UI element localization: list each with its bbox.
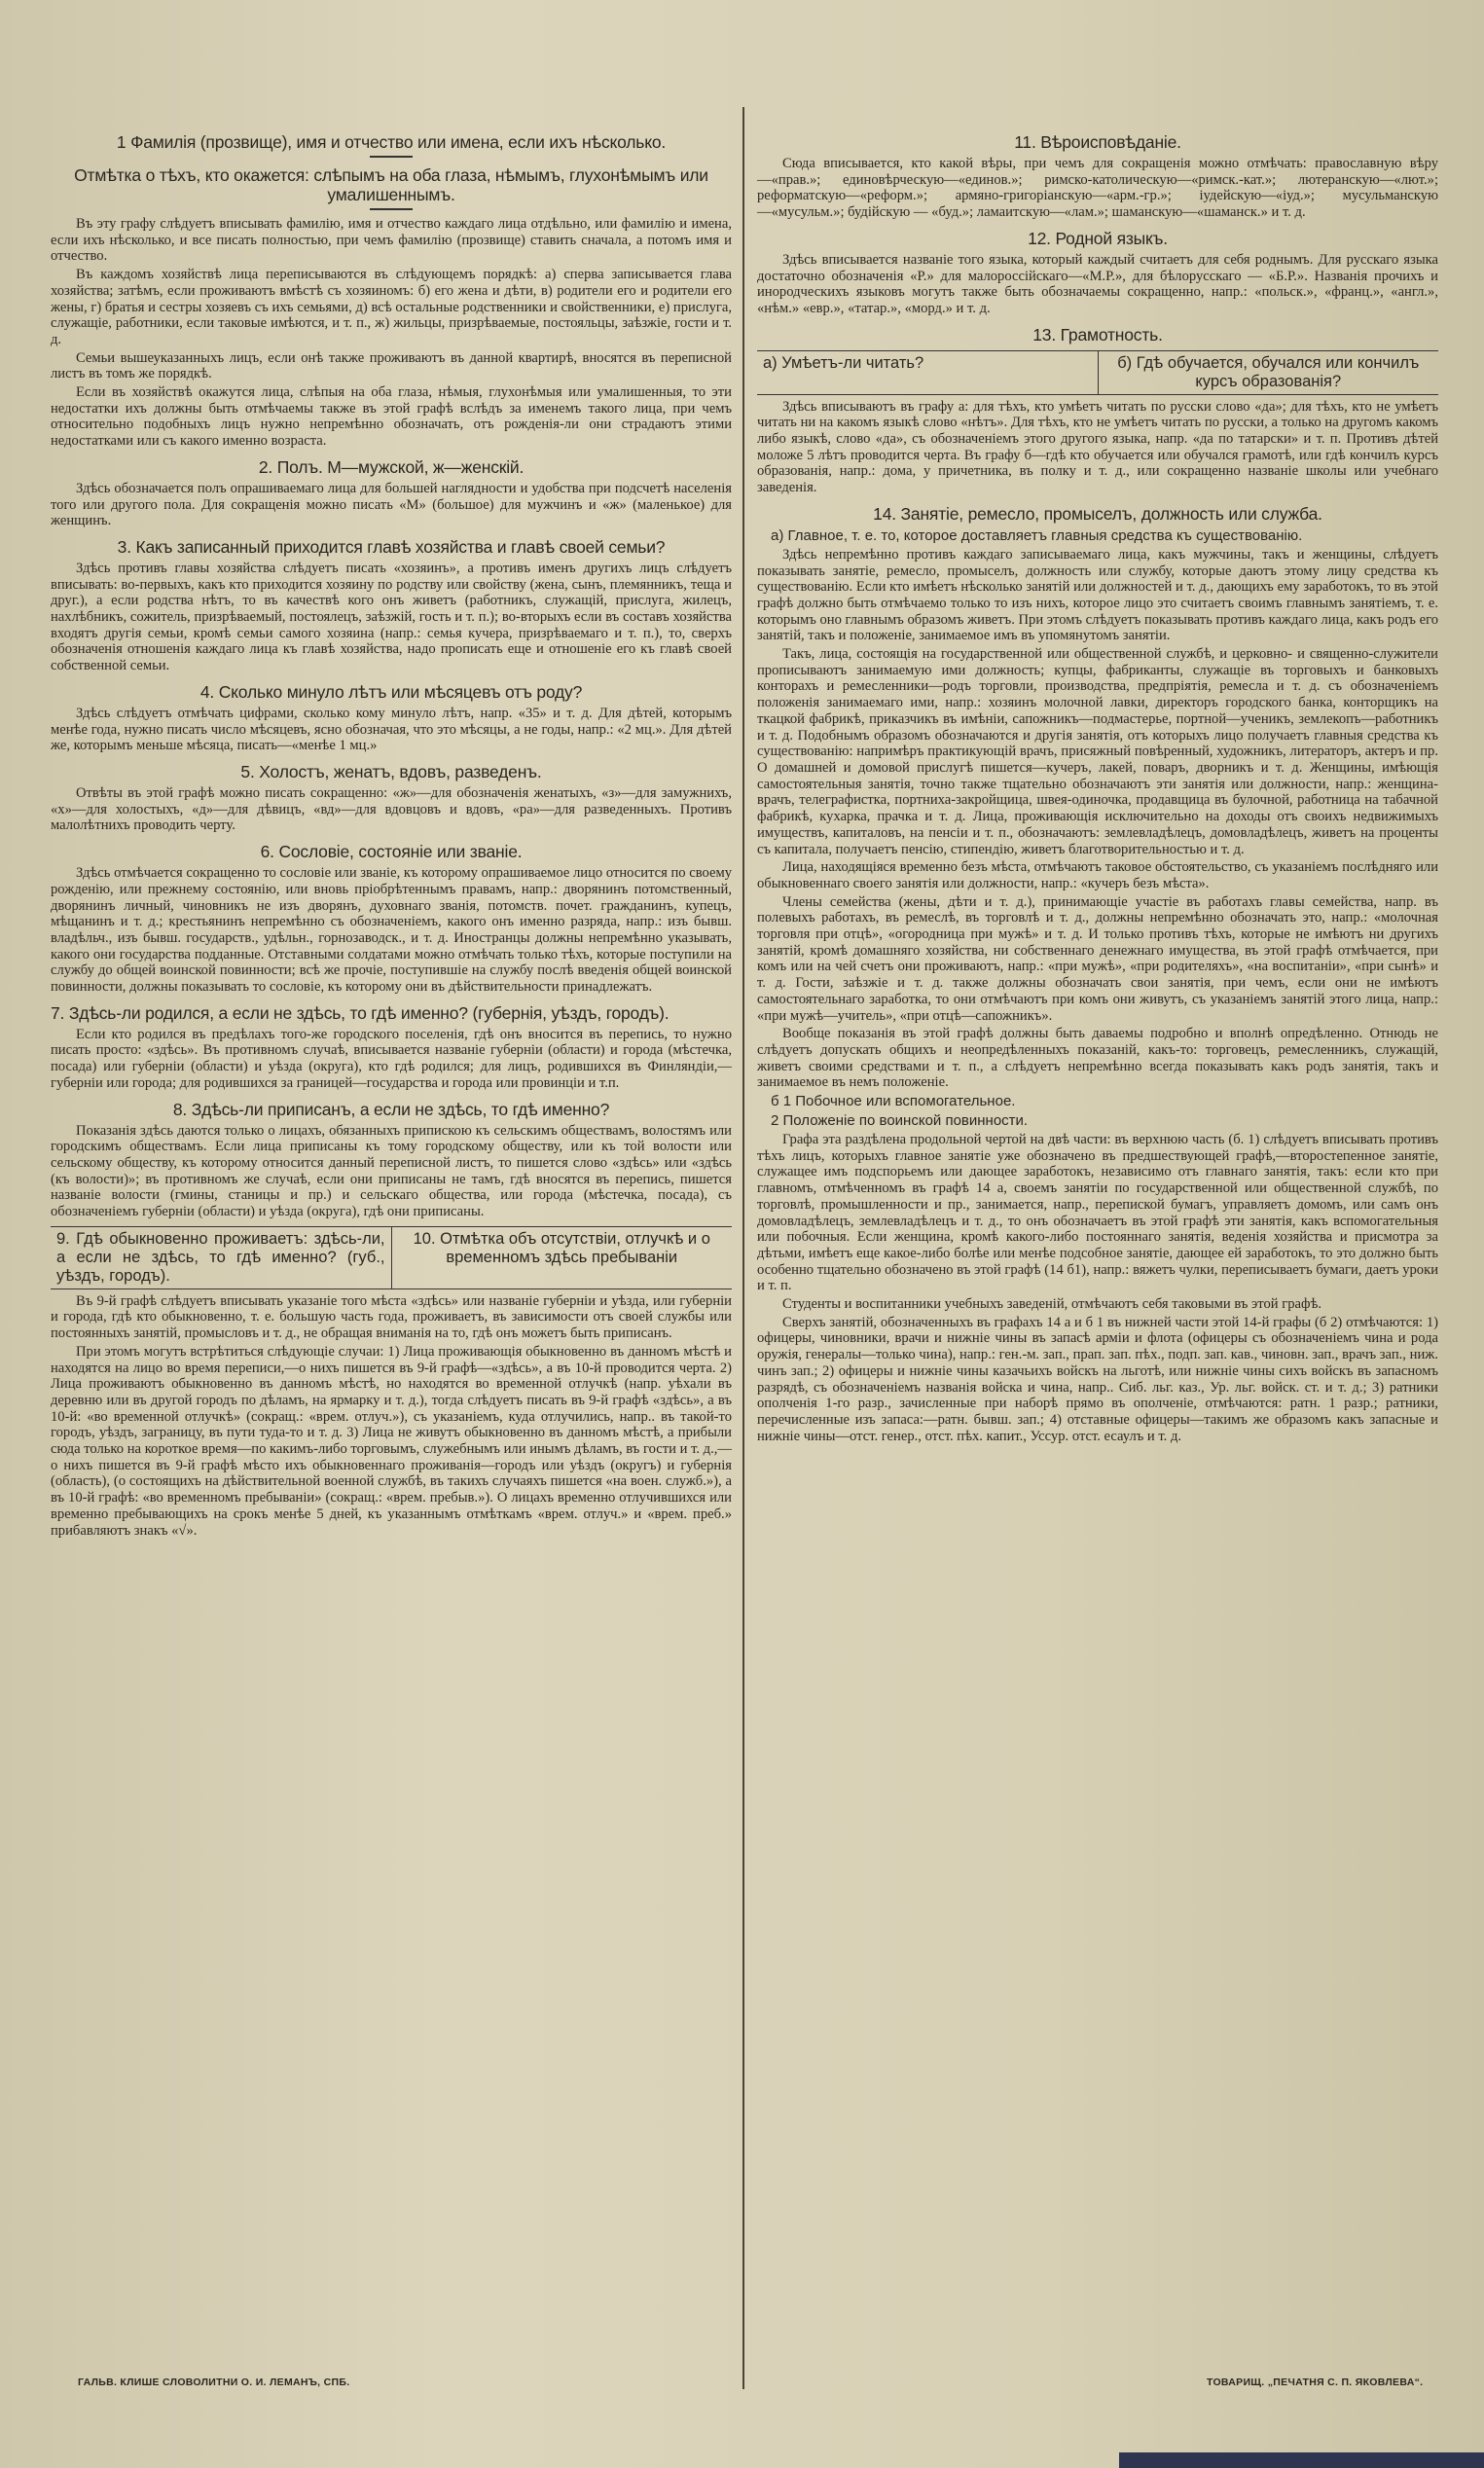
column-heading: 9. Гдѣ обыкновенно проживаетъ: здѣсь-ли, а если не здѣсь, то гдѣ именно? (губ., уѣздъ, городъ).: [56, 1229, 385, 1285]
section-heading: 13. Грамотность.: [1032, 324, 1163, 345]
paragraph: Въ 9-й графѣ слѣдуетъ вписывать указаніе того мѣста «здѣсь» или названіе губерніи и уѣзда, или губерніи и города, гдѣ кто обыкновенно, т. е. большую часть года, проживаетъ, въ зависимости отъ своей службы или постоянныхъ занятій, промысловъ и т. д., не обращая вниманія на то, гдѣ онъ можетъ быть приписанъ.: [51, 1292, 732, 1342]
paragraph: При этомъ могутъ встрѣтиться слѣдующіе случаи: 1) Лица проживающія обыкновенно въ данномъ мѣстѣ и находятся на лицо во время переписи,—о нихъ пишется въ 9-й графѣ—«здѣсь», а въ 10-й проводится черта. 2) Лица проживаютъ обыкновенно въ данномъ мѣстѣ, но находятся во временной отлучкѣ (напр. уѣхали въ деревню или въ другой городъ по дѣламъ, на ярмарку и т. д.), тогда слѣдуетъ писать въ 9-й графѣ «здѣсь», а въ 10-й: «во временной отлучкѣ» (сокращ.: «врем. отлуч.»), съ указаніемъ, куда отлучились, напр.. въ такой-то городъ, уѣздъ, заграницу, въ пути туда-то и т. д. 3) Лица не живутъ обыкновенно въ данномъ мѣстѣ, а прибыли сюда только на короткое время—по какимъ-либо торговымъ, служебнымъ или инымъ дѣламъ, въ гости и т. д.,—о нихъ пишется въ 9-й графѣ мѣсто ихъ обыкновеннаго проживанія—городъ или уѣздъ (округъ) и губернія (область), (о состоящихъ на дѣйствительной военной службѣ, въ такихъ случаяхъ пишется «на воен. служб.»), а въ 10-й графѣ: «во временномъ пребываніи» (сокращ.: «врем. пребыв.»). О лицахъ временно отлучившихся или временно пребывающихъ на срокъ менѣе 5 дней, къ указаннымъ отмѣткамъ «врем. отлуч.» и «врем. преб.» прибавляютъ знакъ «√».: [51, 1343, 732, 1539]
paragraph: Графа эта раздѣлена продольной чертой на двѣ части: въ верхнюю часть (б. 1) слѣдуетъ вписывать противъ тѣхъ лицъ, которыхъ главное занятіе уже обозначено въ предшествующей графѣ,—второстепенное занятіе, служащее имъ подспорьемъ или дающее заработокъ, независимо отъ главнаго занятія, такъ: если кто при главномъ, отмѣченномъ въ графѣ 14 а, своемъ занятіи по государственной или общественной службѣ, по торговлѣ, промышленности и пр., занимается, напр., перепиской бумагъ, управляетъ домомъ, или самъ онъ домовладѣлецъ, землевладѣлецъ и т. д., то онъ обозначаетъ въ этой графѣ эти занятія, какъ вспомогательныя или побочныя. Если женщина, кромѣ какого-либо постояннаго занятія, веденія хозяйства и присмотра за дѣтьми, имѣетъ еще какое-либо болѣе или менѣе подсобное занятіе, дающее ей заработокъ, то это должно быть особенно тщательно обозначено въ этой графѣ (14 б1), напр.: вяжетъ чулки, переписываетъ бумаги, даетъ уроки и т. п.: [757, 1132, 1438, 1294]
right-column: [757, 125, 1438, 1446]
section-heading: 8. Здѣсь-ли приписанъ, а если не здѣсь, то гдѣ именно?: [172, 1099, 610, 1119]
paragraph: Отвѣты въ этой графѣ можно писать сокращенно: «ж»—для обозначенія женатыхъ, «з»—для замужнихъ, «х»—для холостыхъ, «д»—для дѣвицъ, «вд»—для вдовцовъ и вдовъ, «ра»—для разведенныхъ. Противъ малолѣтнихъ проводить черту.: [51, 784, 732, 834]
section-heading: 11. Вѣроисповѣданіе.: [1014, 132, 1181, 152]
paragraph: Здѣсь непремѣнно противъ каждаго записываемаго лица, какъ мужчины, такъ и женщины, слѣдуетъ показывать занятіе, ремесло, промыселъ, должность или службу, которые даютъ этому лицу средства къ существованію. Если кто имѣетъ нѣсколько занятій или должностей и т. д., дающихъ ему заработокъ, то въ этой графѣ должно быть отмѣчаемо только то изъ нихъ, которое лицо это считаетъ своимъ главнымъ занятіемъ, т. е. которымъ оно главнымъ образомъ живетъ. При этомъ слѣдуетъ показывать противъ каждаго лица, какъ родъ его занятій, такъ и положеніе, занимаемое имъ въ упомянутомъ занятіи.: [757, 546, 1438, 644]
paragraph: Лица, находящіяся временно безъ мѣста, отмѣчаютъ таковое обстоятельство, съ указаніемъ послѣдняго или обыкновеннаго своего занятія или должности, напр.: «кучеръ безъ мѣста».: [757, 859, 1438, 891]
paragraph: Студенты и воспитанники учебныхъ заведеній, отмѣчаютъ себя таковыми въ этой графѣ.: [782, 1296, 1322, 1313]
column-heading-pair: [757, 350, 1438, 395]
column-divider: [742, 107, 744, 2389]
printer-imprint-left: ГАЛЬВ. КЛИШЕ СЛОВОЛИТНИ О. И. ЛЕМАНЪ, СПБ.: [78, 2377, 350, 2388]
paragraph: Такъ, лица, состоящія на государственной или общественной службѣ, и церковно- и священно-служители прописываютъ занимаемую ими должность; купцы, фабриканты, служащіе въ торговыхъ и банковыхъ конторахъ и ремесленники—родъ торговли, производства, предпріятія, ремесла и т. д. съ обозначеніемъ положенія занимаемаго ими, напр.: хозяинъ молочной лавки, директоръ городского банка, конторщикъ на ткацкой фабрикѣ, приказчикъ въ имѣніи, сапожникъ—подмастерье, портной—ученикъ, землекопъ—работникъ и т. д. Подобнымъ образомъ обозначаются и другія занятія, отъ которыхъ лицо получаетъ главныя средства къ существованію: напримѣръ практикующій врачъ, присяжный повѣренный, художникъ, литераторъ, актеръ и пр. О домашней и домовой прислугѣ пишется—кучеръ, лакей, поваръ, дворникъ и т. д. Женщины, имѣющія самостоятельныя занятія, точно также тщательно обозначаютъ эти занятія или должности, напр.: женщина-врачъ, телеграфистка, портниха-закройщица, швея-одиночка, продавщица въ булочной, работница на табачной фабрикѣ, кухарка, прачка и т. д. Лица, проживающія исключительно на доходы отъ своихъ недвижимыхъ имуществъ, капиталовъ, на пенсіи и т. п., обозначаютъ: землевладѣлецъ, домовладѣлецъ, живетъ на проценты съ капитала, получаетъ пенсію, стипендію, живетъ благотворительностью и т. д.: [757, 646, 1438, 857]
paragraph: Показанія здѣсь даются только о лицахъ, обязанныхъ припискою къ сельскимъ обществамъ, волостямъ или городскимъ обществамъ. Если лица приписаны къ тому городскому обществу, или къ той волости или сельскому обществу, къ которому относится данный переписной листъ, то пишется слово «здѣсь» или «здѣсь (къ волости)»; въ противномъ же случаѣ, если они приписаны не тамъ, гдѣ вносятся въ перепись, пишется названіе волости (гмины, станицы и пр.) и сельскаго общества, или города (мѣстечка, посада), съ обозначеніемъ губерніи (области) и уѣзда (округа), гдѣ они приписаны.: [51, 1122, 732, 1220]
subsection-heading: б 1 Побочное или вспомогательное.: [771, 1093, 1016, 1110]
paragraph: Сверхъ занятій, обозначенныхъ въ графахъ 14 а и б 1 въ нижней части этой 14-й графы (б 2) отмѣчаются: 1) офицеры, чиновники, врачи и нижніе чины въ запасѣ арміи и флота (офицеры съ обозначеніемъ чина и рода оружія, генералы—только чина), напр.: ген.-м. зап., прап. зап. пѣх., подп. зап. кав., чиновн. зап., врачъ зап., ниж. чинъ зап.; 2) офицеры и нижніе чины казачьихъ войскъ на льготѣ, или нижніе чины сихъ войскъ въ запасномъ разрядѣ, съ обозначеніемъ названія войска и чина, напр.. Сиб. льг. каз., Ур. льг. войск. ст. и т. д.; 3) ратники ополченія 1-го разр., зачисленные при наборѣ прямо въ ополченіе, отмѣчаются: ратн. 1 разр.; ратники, перечисленные изъ запаса:—ратн. бывш. зап.; 4) отставные офицеры—такимъ же образомъ какъ запасные и нижніе чины—отст. генер., отст. пѣх. капит., Уссур. отст. есаулъ и т. д.: [757, 1314, 1438, 1444]
column-heading: б) Гдѣ обучается, обучался или кончилъ курсъ образованія?: [1098, 351, 1439, 394]
paragraph: Здѣсь обозначается полъ опрашиваемаго лица для большей наглядности и удобства при подсчетѣ населенія того или другого пола. Для сокращенія можно писать «М» (большое) для мужчинъ и «ж» (маленькое) для женщинъ.: [51, 480, 732, 529]
paragraph: Если въ хозяйствѣ окажутся лица, слѣпыя на оба глаза, нѣмыя, глухонѣмыя или умалишенныя, то эти недостатки ихъ должны быть отмѣчаемы также въ этой графѣ вслѣдъ за именемъ такого лица, при чемъ относительно подобныхъ лицъ нужно непремѣнно обозначать, отъ рожденія-ли они страдаютъ этими недостатками или съ какого именно возраста.: [51, 384, 732, 450]
section-heading: Отмѣтка о тѣхъ, кто окажется: слѣпымъ на оба глаза, нѣмымъ, глухонѣмымъ или умалишеннымъ.: [74, 165, 708, 204]
section-heading: 3. Какъ записанный приходится главѣ хозяйства и главѣ своей семьи?: [117, 536, 666, 557]
section-heading: 7. Здѣсь-ли родился, а если не здѣсь, то гдѣ именно? (губернія, уѣздъ, городъ).: [51, 1002, 670, 1023]
paragraph: Если кто родился въ предѣлахъ того-же городского поселенія, гдѣ онъ вносится въ перепись, то нужно писать просто: «здѣсь». Въ противномъ случаѣ, вписывается названіе губерніи (области) и города (мѣстечка, посада) или губерніи (области) и уѣзда (округа), кто гдѣ родился; для лицъ, родившихся въ Финляндіи,—губерніи или города; для родившихся за границей—государства и города или провинціи и т.п.: [51, 1026, 732, 1091]
section-heading: 14. Занятіе, ремесло, промыселъ, должность или служба.: [873, 503, 1322, 524]
printer-imprint-right: ТОВАРИЩ. „ПЕЧАТНЯ С. П. ЯКОВЛЕВА“.: [1207, 2377, 1424, 2388]
paragraph: Въ каждомъ хозяйствѣ лица переписываются въ слѣдующемъ порядкѣ: а) сперва записывается глава хозяйства; затѣмъ, если проживаютъ вмѣстѣ съ хозяиномъ: б) его жена и дѣти, в) родители его и родители его жены, г) братья и сестры хозяевъ съ ихъ семьями, д) всѣ остальные родственники и свойственники, е) прислуга, служащіе, работники, если таковые имѣются, и т. п., ж) жильцы, призрѣваемые, постояльцы, заѣзжіе, гости и т. д.: [51, 267, 732, 347]
heading-rule: [370, 156, 413, 158]
subsection-heading: 2 Положеніе по воинской повинности.: [771, 1112, 1029, 1130]
paragraph: Здѣсь противъ главы хозяйства слѣдуетъ писать «хозяинъ», а противъ именъ другихъ лицъ слѣдуетъ вписывать: во-первыхъ, какъ кто приходится хозяину по родству или свойству (жена, сынъ, племянникъ, теща и друг.), а если родства нѣтъ, то въ качествѣ кого онъ живетъ (работникъ, служащій, прислуга, жилецъ, нахлѣбникъ, сожитель, призрѣваемый, постоялецъ, заѣзжій, гость и т. п.); во-вторыхъ если въ составъ хозяйства входятъ другія семьи, кромѣ семьи самого хозяина (напр.: семья кучера, призрѣваемаго и т. п.), то, сверхъ обозначенія отношенія каждаго лица къ главѣ хозяйства, надо прописать еще и отношеніе его къ главѣ своей собственной семьи.: [51, 560, 732, 674]
section-heading: 4. Сколько минуло лѣтъ или мѣсяцевъ отъ роду?: [199, 681, 583, 702]
column-heading: 10. Отмѣтка объ отсутствіи, отлучкѣ и о временномъ здѣсь пребываніи: [391, 1227, 733, 1288]
section-heading: 6. Сословіе, состояніе или званіе.: [260, 842, 523, 862]
paragraph: Здѣсь отмѣчается сокращенно то сословіе или званіе, къ которому опрашиваемое лицо относится по своему рожденію, или прежнему состоянію, или вновь пріобрѣтеннымъ правамъ, напр.: дворянинъ потомственный, дворянинъ личный, чиновникъ не изъ дворянъ, духовнаго званія, потомств. почет. гражданинъ, купецъ, мѣщанинъ и т. д.; крестьянинъ непремѣнно съ обозначеніемъ, какого онъ именно разряда, напр.: изъ бывш. владѣльч., изъ бывш. государств., удѣльн., горнозаводск., и т. д. Иностранцы должны непремѣнно указывать, какого они государства подданные. Отставными солдатами можно отмѣчать только тѣхъ, которые поступили на службу до общей воинской повинности; всѣ же прочіе, поступившіе на службу послѣ введенія общей воинской повинности, должны показывать то сословіе, къ которому они въ дѣйствительности принадлежатъ.: [51, 865, 732, 996]
paragraph: Сюда вписывается, кто какой вѣры, при чемъ для сокращенія можно отмѣчать: православную вѣру—«прав.»; единовѣрческую—«единов.»; римско-католическую—«римск.-кат.»; лютеранскую—«лют.»; реформатскую—«реформ.»; армяно-григоріанскую—«арм.-гр.»; іудейскую—«іуд.»; мусульманскую—«мусульм.»; будійскую — «буд.»; ламаитскую—«лам.»; шаманскую—«шаманск.» и т. д.: [757, 156, 1438, 221]
paragraph: Здѣсь слѣдуетъ отмѣчать цифрами, сколько кому минуло лѣтъ, напр. «35» и т. д. Для дѣтей, которымъ менѣе года, нужно писать число мѣсяцевъ, ясно обозначая, что это мѣсяцы, а не годы, напр.: «2 мц.». Для дѣтей же, которымъ меньше мѣсяца, писать—«менѣе 1 мц.»: [51, 705, 732, 754]
scan-edge: [1119, 2452, 1484, 2468]
column-heading: а) Умѣетъ-ли читать?: [763, 353, 924, 372]
paragraph: Члены семейства (жены, дѣти и т. д.), принимающіе участіе въ работахъ главы семейства, напр. въ полевыхъ работахъ, въ ремеслѣ, въ торговлѣ и т. д., должны непремѣнно обозначать это, напр.: «молочная торговля при отцѣ», «огородница при мужѣ» и т. д. И только противъ тѣхъ, которые не имѣютъ ни другихъ занятій, кромѣ домашняго хозяйства, ни собственнаго денежнаго имущества, въ этой графѣ отмѣчается, при комъ или на чей счетъ они проживаютъ, напр.: «при мужѣ», «при родителяхъ», «на воспитаніи», «при сынѣ» и т. д. Гости, заѣзжіе и т. д. также должны обозначать свои занятія, при чемъ, если они не имѣютъ самостоятельнаго заработка, то они отмѣчаютъ при комъ они живутъ, съ указаніемъ занятій этого лица, напр.: «при мужѣ—учитель», «при отцѣ—сапожникъ».: [757, 893, 1438, 1024]
subsection-heading: а) Главное, т. е. то, которое доставляетъ главныя средства къ существованію.: [771, 526, 1303, 544]
paragraph: Семьи вышеуказанныхъ лицъ, если онѣ также проживаютъ въ данной квартирѣ, вносятся въ переписной листъ въ томъ же порядкѣ.: [51, 349, 732, 382]
paragraph: Здѣсь вписываютъ въ графу а: для тѣхъ, кто умѣетъ читать по русски слово «да»; для тѣхъ, кто не умѣетъ читать ни на какомъ языкѣ слово «нѣтъ». Для тѣхъ, кто не умѣетъ читать по русски, а только на другомъ какомъ либо языкѣ, слово «да», съ обозначеніемъ этого другого языка, напр. «да по татарски» и т. п. Противъ дѣтей моложе 5 лѣтъ проводится черта. Въ графу б—гдѣ кто обучается или обучался грамотѣ, или гдѣ кончилъ курсъ образованія, напр.: дома, у причетника, въ полку и т. д., или сокращенно названіе школы или учебнаго заведенія.: [757, 398, 1438, 496]
paragraph: Здѣсь вписывается названіе того языка, который каждый считаетъ для себя роднымъ. Для русскаго языка достаточно обозначенія «Р.» для малороссійскаго—«М.Р.», для бѣлорусскаго — «Б.Р.». Названія прочихъ и инородческихъ языковъ могутъ также быть обозначаемы сокращенно, напр.: «польск.», «франц.», «англ.», «нѣм.» «евр.», «татар.», «морд.» и т. д.: [757, 251, 1438, 316]
paragraph: Въ эту графу слѣдуетъ вписывать фамилію, имя и отчество каждаго лица отдѣльно, или фамилію и имена, если ихъ нѣсколько, и все писать полностью, при чемъ фамилію (прозвище) ставить сначала, а потомъ имя и отчество.: [51, 216, 732, 265]
section-heading: 12. Родной языкъ.: [1028, 228, 1168, 248]
heading-rule: [370, 208, 413, 210]
section-heading: 1 Фамилія (прозвище), имя и отчество или имена, если ихъ нѣсколько.: [116, 132, 667, 152]
paragraph: Вообще показанія въ этой графѣ должны быть даваемы подробно и вполнѣ опредѣленно. Отнюдь не слѣдуетъ допускать общихъ и неопредѣленныхъ показаній, какъ-то: торговецъ, ремесленникъ, служащій, живетъ своими средствами и т. п., а слѣдуетъ непремѣнно всегда показывать какъ родъ занятія, такъ и занимаемое въ немъ положеніе.: [757, 1026, 1438, 1091]
left-column: [51, 125, 732, 1541]
section-heading: 5. Холостъ, женатъ, вдовъ, разведенъ.: [240, 761, 542, 781]
column-heading-pair: [51, 1226, 732, 1289]
section-heading: 2. Полъ. М—мужской, ж—женскій.: [258, 456, 525, 477]
